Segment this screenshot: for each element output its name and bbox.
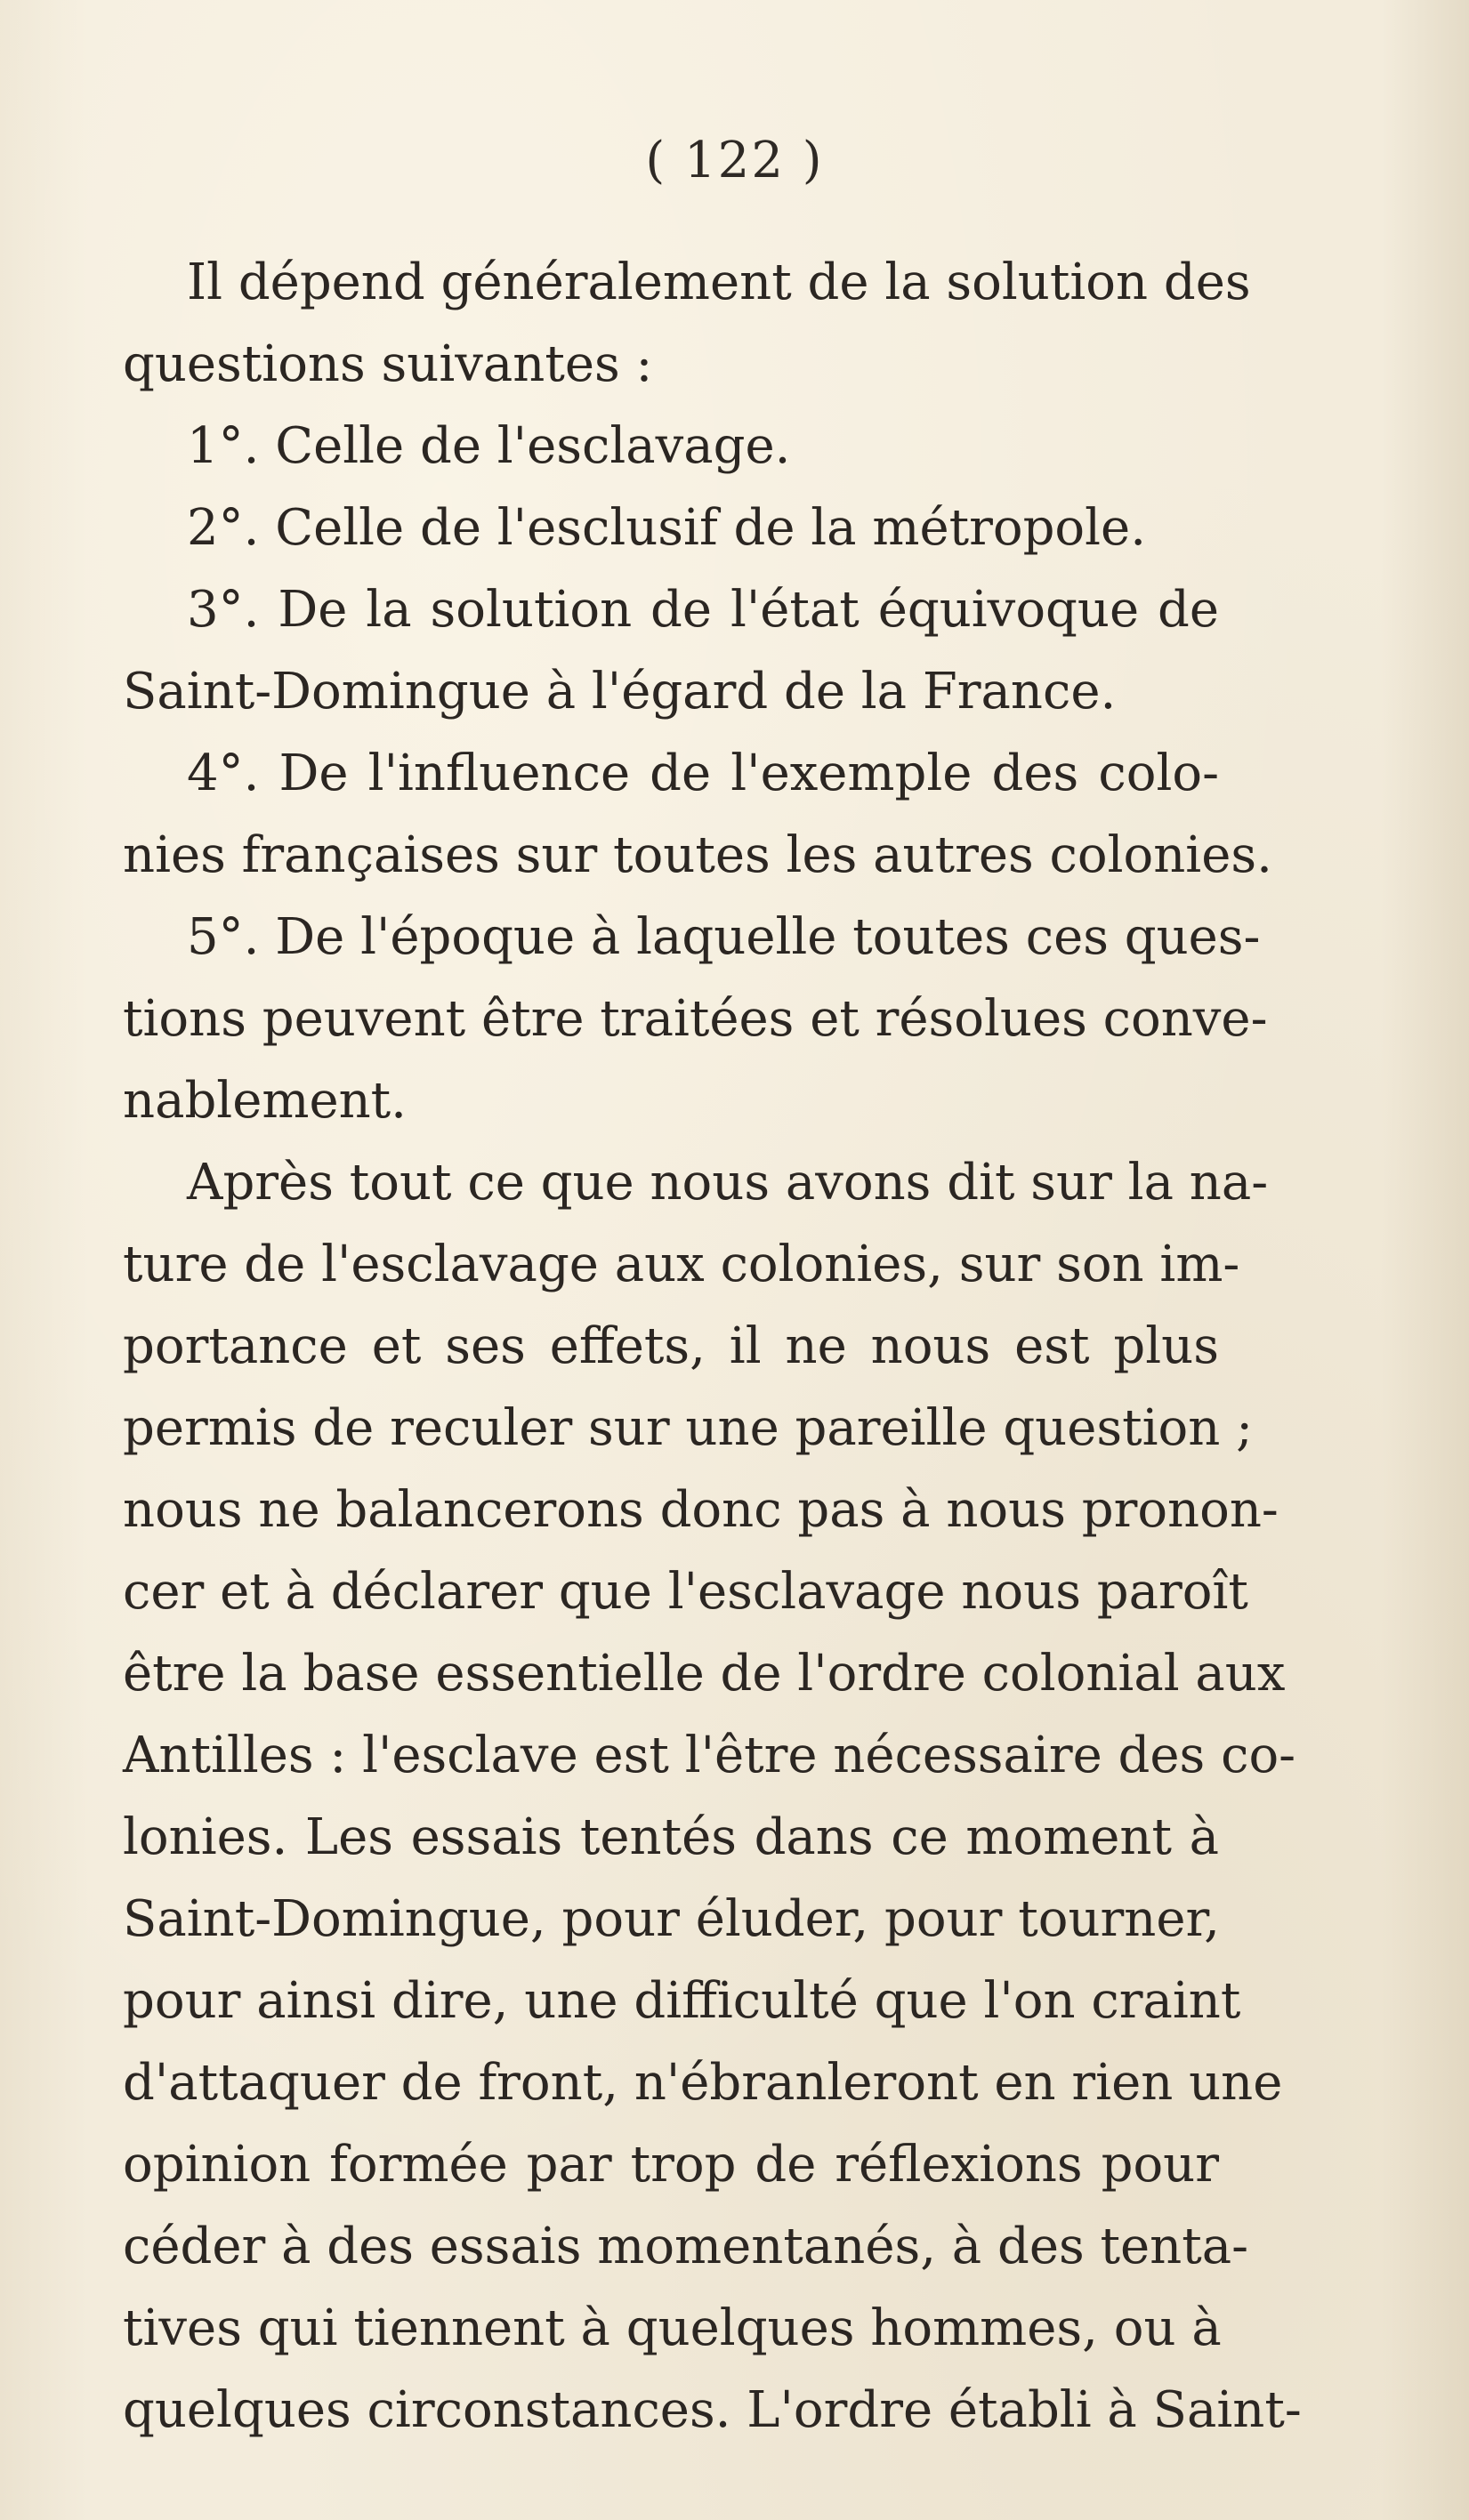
text-line: Saint-Domingue à l'égard de la France.: [123, 663, 1117, 721]
list-item-3: 3°. De la solution de l'état équivoque de: [187, 581, 1219, 639]
text-line: pour ainsi dire, une difficulté que l'on craint: [123, 1972, 1241, 2030]
text-line: permis de reculer sur une pareille question ;: [123, 1399, 1253, 1457]
text-line: opinion formée par trop de réflexions pour: [123, 2136, 1219, 2194]
body-text: [123, 242, 1302, 2452]
text-line: Il dépend généralement de la solution des: [187, 254, 1251, 311]
text-line: lonies. Les essais tentés dans ce moment à: [123, 1808, 1219, 1866]
text-line: cer et à déclarer que l'esclavage nous paroît: [123, 1563, 1248, 1621]
list-item-5: 5°. De l'époque à laquelle toutes ces ques-: [187, 908, 1261, 966]
text-line: être la base essentielle de l'ordre colonial aux: [123, 1645, 1286, 1703]
list-item-2: 2°. Celle de l'esclusif de la métropole.: [187, 499, 1146, 557]
text-line: céder à des essais momentanés, à des tenta-: [123, 2218, 1249, 2275]
text-line: Antilles : l'esclave est l'être nécessaire des co-: [123, 1727, 1296, 1784]
list-item-1: 1°. Celle de l'esclavage.: [187, 417, 791, 475]
text-line: ture de l'esclavage aux colonies, sur son im-: [123, 1236, 1240, 1293]
text-line: d'attaquer de front, n'ébranleront en rien une: [123, 2054, 1283, 2112]
text-line: nous ne balancerons donc pas à nous pronon-: [123, 1481, 1279, 1539]
page-number: ( 122 ): [645, 132, 824, 189]
text-line: tions peuvent être traitées et résolues conve-: [123, 990, 1268, 1048]
list-item-4: 4°. De l'influence de l'exemple des colo-: [187, 745, 1219, 802]
text-line: Saint-Domingue, pour éluder, pour tourner,: [123, 1890, 1220, 1948]
text-line: portance et ses effets, il ne nous est plus: [123, 1317, 1219, 1375]
paragraph-start: Après tout ce que nous avons dit sur la na-: [187, 1154, 1269, 1212]
text-line: tives qui tiennent à quelques hommes, ou à: [123, 2299, 1222, 2357]
text-line: nies françaises sur toutes les autres colonies.: [123, 826, 1272, 884]
text-line: questions suivantes :: [123, 335, 653, 393]
text-line: nablement.: [123, 1072, 407, 1130]
text-line: quelques circonstances. L'ordre établi à Saint-: [123, 2381, 1302, 2439]
